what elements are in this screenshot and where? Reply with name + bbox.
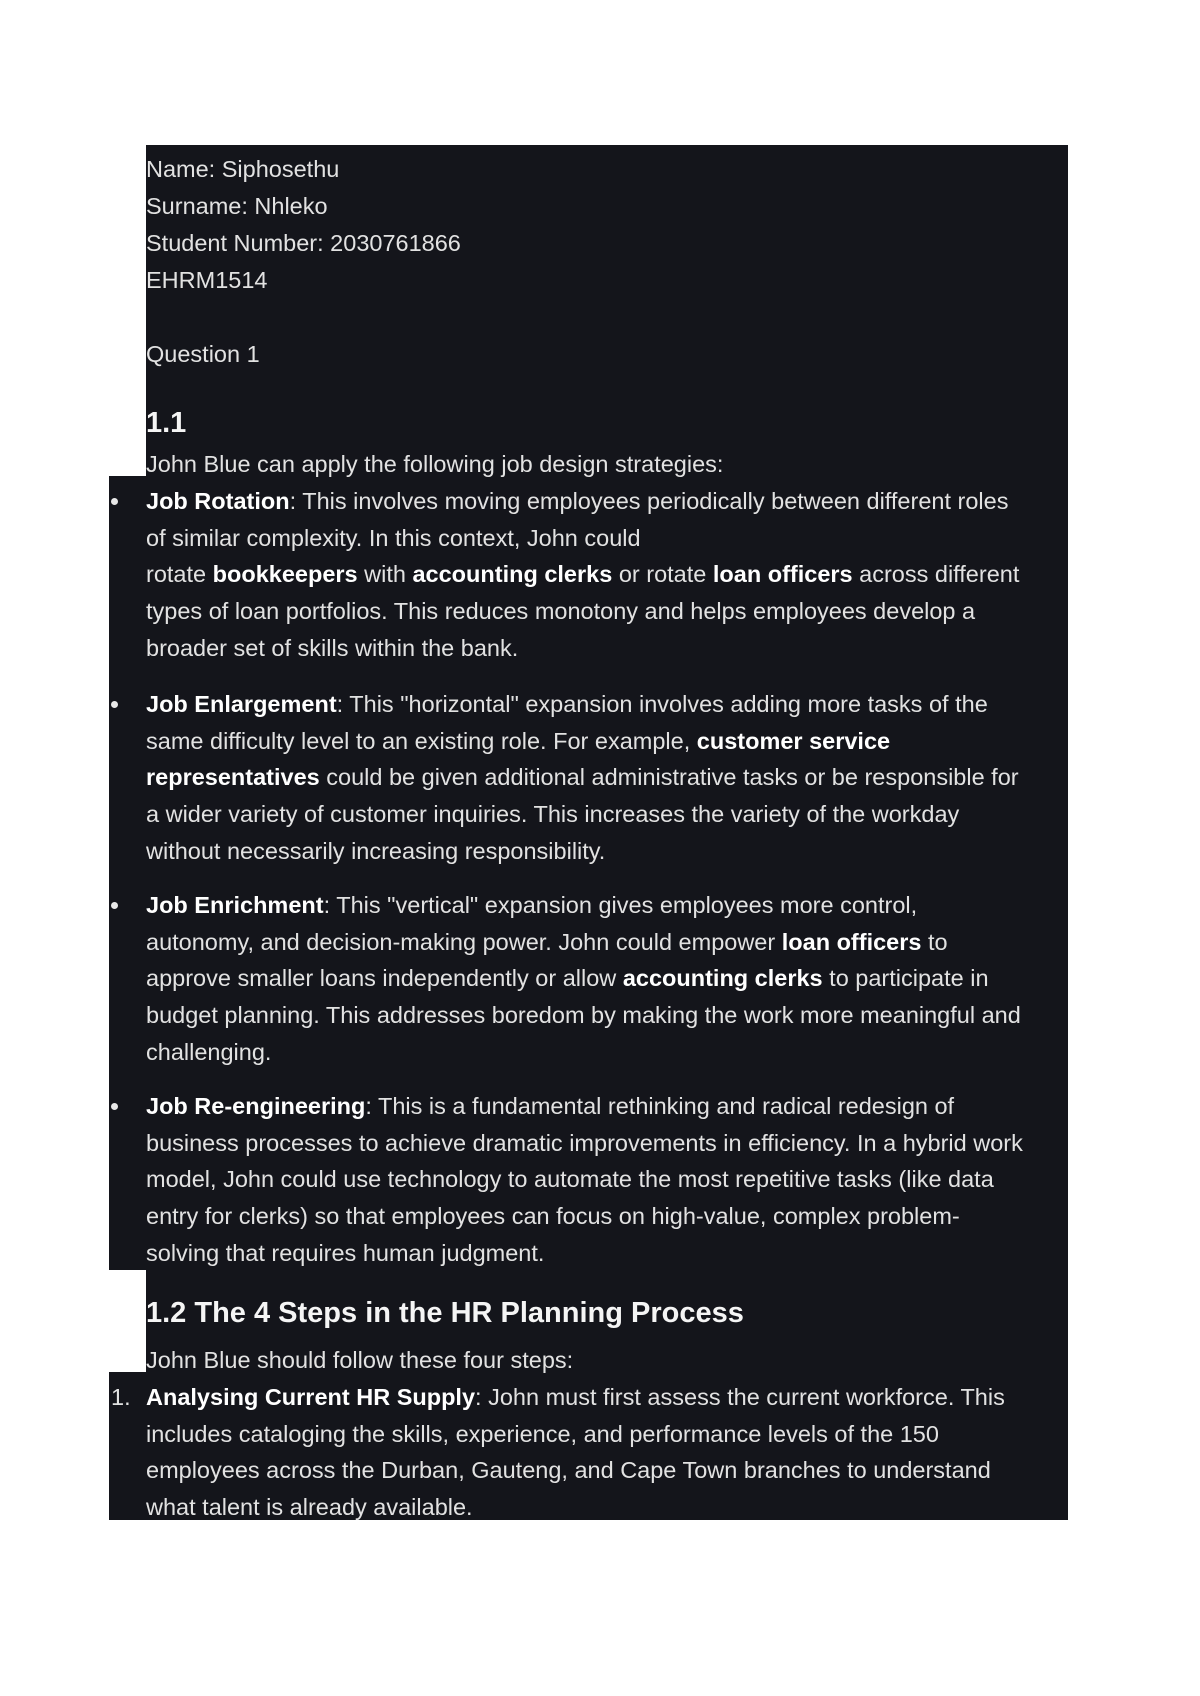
- bullet-icon: [111, 498, 118, 505]
- text-span: challenging.: [146, 1038, 272, 1065]
- paragraph-line: [146, 1034, 271, 1071]
- text-span: to participate in: [822, 965, 989, 992]
- text-span: could be given additional administrative tasks or be responsible for: [319, 764, 1019, 791]
- paragraph-line: [146, 723, 890, 760]
- paragraph-line: [146, 1125, 1023, 1162]
- text-span: what talent is already available.: [146, 1494, 473, 1521]
- paragraph-line: [146, 1235, 544, 1272]
- text-span: business processes to achieve dramatic improvements in efficiency. In a hybrid work: [146, 1129, 1023, 1156]
- text-span: a wider variety of customer inquiries. This increases the variety of the workday: [146, 801, 960, 828]
- text-span: : This involves moving employees periodically between different roles: [289, 488, 1009, 514]
- paragraph-line: [146, 686, 988, 723]
- text-span: broader set of skills within the bank.: [146, 634, 519, 661]
- text-span: : John must first assess the current workforce. This: [475, 1384, 1005, 1410]
- bold-term: representatives: [146, 764, 320, 791]
- section-heading-1-2: 1.2 The 4 Steps in the HR Planning Process: [146, 1297, 744, 1329]
- text-span: rotate: [146, 561, 213, 588]
- paragraph-line: [146, 1489, 473, 1526]
- paragraph-line: [146, 556, 1019, 593]
- paragraph-line: [146, 1452, 991, 1489]
- text-span: : This "horizontal" expansion involves adding more tasks of the: [336, 691, 988, 717]
- paragraph-line: [146, 960, 989, 997]
- text-span: : This is a fundamental rethinking and radical redesign of: [365, 1093, 955, 1119]
- paragraph-line: [146, 997, 1021, 1034]
- question-label: Question 1: [146, 341, 260, 367]
- text-span: without necessarily increasing responsibility.: [146, 837, 606, 864]
- bold-term: Job Enlargement: [146, 691, 337, 717]
- bold-term: accounting clerks: [412, 561, 613, 588]
- paragraph-line: [146, 593, 975, 630]
- paragraph-line: [146, 1161, 994, 1198]
- text-span: autonomy, and decision-making power. John could empower: [146, 928, 782, 955]
- text-span: employees across the Durban, Gauteng, and Cape Town branches to understand: [146, 1457, 991, 1484]
- section-heading-1-1: 1.1: [146, 407, 187, 439]
- section-1-2-intro: John Blue should follow these four steps:: [146, 1347, 574, 1373]
- text-span: model, John could use technology to automate the most repetitive tasks (like data: [146, 1166, 994, 1193]
- bold-term: bookkeepers: [212, 561, 358, 588]
- text-span: types of loan portfolios. This reduces monotony and helps employees develop a: [146, 598, 976, 625]
- paragraph-line: [146, 1379, 1005, 1416]
- text-span: entry for clerks) so that employees can focus on high-value, complex problem-: [146, 1203, 960, 1230]
- bold-term: Job Enrichment: [146, 892, 324, 918]
- course-code: EHRM1514: [146, 267, 268, 293]
- bold-term: loan officers: [712, 561, 853, 588]
- text-span: approve smaller loans independently or allow: [146, 965, 623, 992]
- text-span: same difficulty level to an existing role. For example,: [146, 727, 697, 754]
- paragraph-line: [146, 887, 917, 924]
- text-span: of similar complexity. In this context, John could: [146, 524, 641, 551]
- student-surname: Surname: Nhleko: [146, 193, 328, 219]
- bullet-icon: [111, 701, 118, 708]
- student-number: Student Number: 2030761866: [146, 230, 461, 256]
- bullet-icon: [111, 902, 118, 909]
- text-span: budget planning. This addresses boredom by making the work more meaningful and: [146, 1002, 1021, 1029]
- bold-term: accounting clerks: [622, 965, 823, 992]
- text-span: to: [921, 928, 948, 955]
- paragraph-line: [146, 1198, 960, 1235]
- paragraph-line: [146, 520, 641, 557]
- bold-term: customer service: [696, 727, 891, 754]
- paragraph-line: [146, 1088, 954, 1125]
- paragraph-line: [146, 1416, 939, 1453]
- bullet-icon: [111, 1103, 118, 1110]
- text-span: solving that requires human judgment.: [146, 1239, 545, 1266]
- bold-term: Job Rotation: [146, 488, 290, 514]
- paragraph-line: [146, 630, 518, 667]
- list-number: 1.: [111, 1384, 131, 1410]
- text-span: includes cataloging the skills, experience, and performance levels of the 150: [146, 1420, 939, 1447]
- bold-term: Analysing Current HR Supply: [146, 1384, 476, 1410]
- paragraph-line: [146, 833, 605, 870]
- paragraph-line: [146, 796, 959, 833]
- paragraph-line: [146, 759, 1019, 796]
- text-span: or rotate: [612, 561, 713, 588]
- text-span: : This "vertical" expansion gives employees more control,: [323, 892, 918, 918]
- bold-term: loan officers: [781, 928, 922, 955]
- text-span: across different: [852, 561, 1020, 588]
- text-span: with: [357, 561, 413, 588]
- student-name: Name: Siphosethu: [146, 156, 340, 182]
- paragraph-line: [146, 483, 1008, 520]
- paragraph-line: [146, 924, 948, 961]
- section-1-1-intro: John Blue can apply the following job design strategies:: [146, 451, 724, 477]
- bold-term: Job Re-engineering: [146, 1093, 366, 1119]
